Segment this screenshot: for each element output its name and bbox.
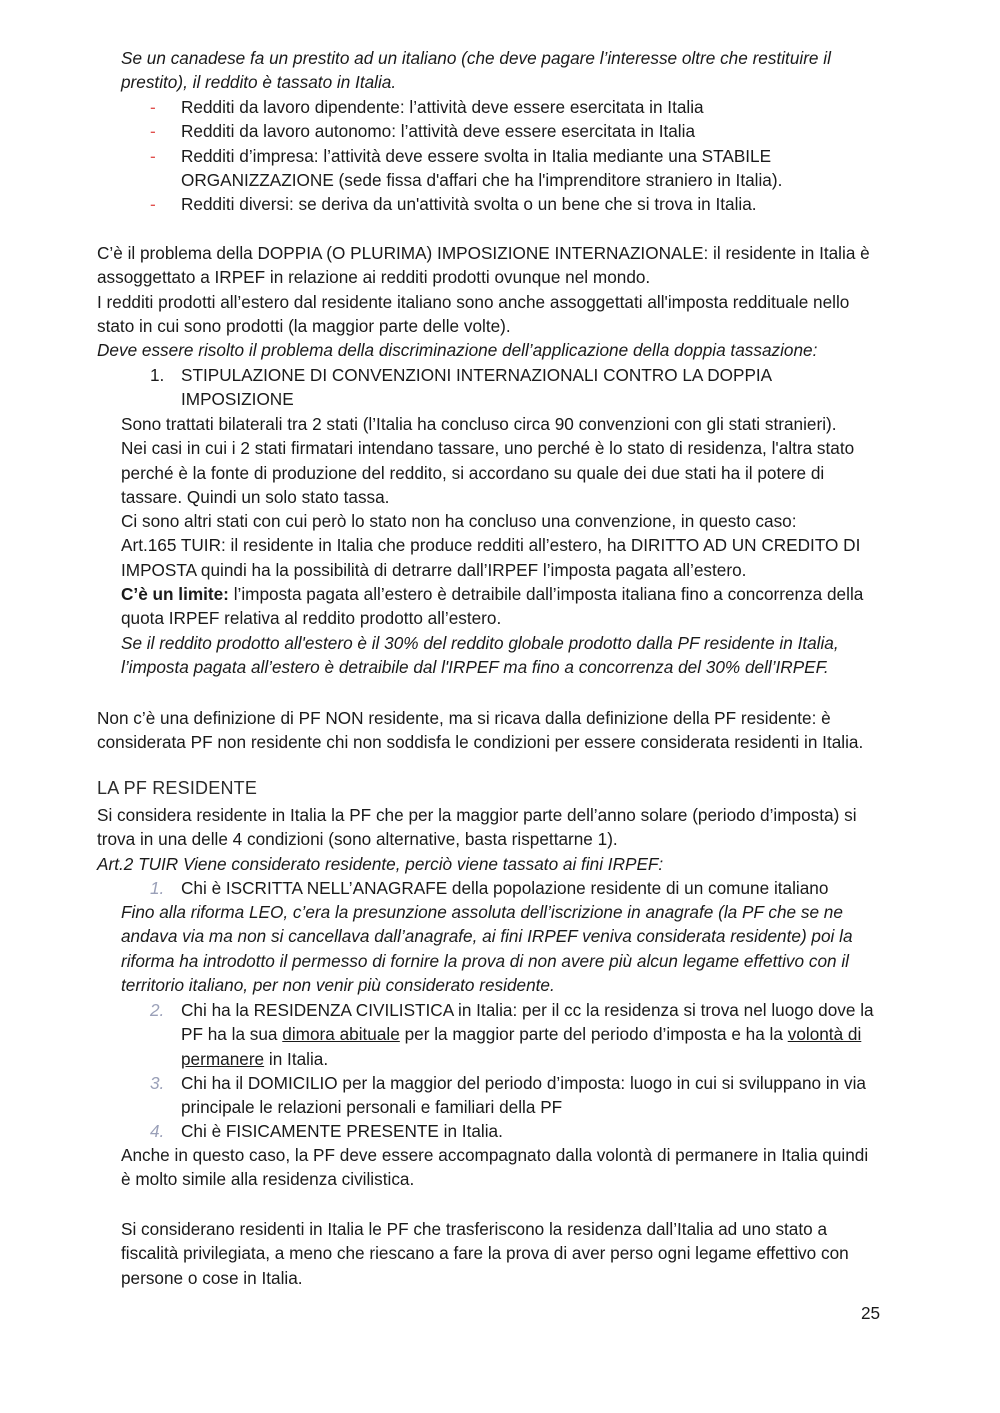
convention-body: Sono trattati bilaterali tra 2 stati (l’Italia ha concluso circa 90 convenzioni con gli stati stranieri). Nei casi in cui i 2 stati firmatari intendano tassare, uno perché è lo stato di residenza, l'altra stato perché è la fonte di produzione del reddito, si accordano su quale dei due stati ha il potere di tassare. Quindi un solo stato tassa. Ci sono altri stati con cui però lo stato non ha concluso una convenzione, in questo caso: Art.165 TUIR: il residente in Italia che produce redditi all’estero, ha DIRITTO AD UN CREDITO DI IMPOSTA quindi ha la possibilità di detrarre dall’IRPEF l’imposta pagata all’estero. C’è un limite: l’imposta pagata all’estero è detraibile dall’imposta italiana fino a concorrenza della quota IRPEF relativa al reddito prodotto all’estero. Se il reddito prodotto all'estero è il 30% del reddito globale prodotto dalla PF residente in Italia, l’imposta pagata all’estero è detraibile dal l'IRPEF ma fino a concorrenza del 30% dell’IRPEF. (121, 414, 864, 677)
dash-marker: - (150, 97, 156, 117)
number-marker: 1. (150, 365, 165, 385)
civil-residence-note: Anche in questo caso, la PF deve essere accompagnato dalla volontà di permanere in Italia quindi è molto simile alla residenza civilistica. (121, 1145, 869, 1190)
dash-marker: - (150, 121, 156, 142)
intro-example (121, 46, 831, 95)
text-line: Se un canadese fa un prestito ad un italiano (che deve pagare l’interesse oltre che restituire il (121, 48, 831, 68)
resident-intro: Si considera residente in Italia la PF che per la maggior parte dell’anno solare (periodo d’imposta) si trova in una delle 4 condizioni (sono alternative, basta rispettarne 1). Art.2 TUIR Viene considerato residente, perciò viene tassato ai fini IRPEF: (97, 805, 857, 874)
number-marker: 2. (150, 1000, 165, 1020)
limit-line: C’è un limite: l’imposta pagata all’estero è detraibile dall’imposta italiana fino a concorrenza della (121, 584, 864, 605)
number-marker: 4. (150, 1121, 165, 1142)
number-marker: 1. (150, 878, 165, 898)
dash-marker: - (150, 194, 156, 215)
text-line: prestito), il reddito è tassato in Italia. (121, 72, 397, 93)
number-marker: 3. (150, 1072, 165, 1093)
privileged-tax-paragraph: Si considerano residenti in Italia le PF che trasferiscono la residenza dall’Italia ad uno stato a fiscalità privilegiata, a meno che riescano a fare la prova di aver perso ogni legame effettivo con persone o cose in Italia. (121, 1219, 849, 1288)
section-heading: LA PF RESIDENTE (97, 778, 258, 798)
page-number: 25 (861, 1303, 881, 1323)
leo-reform-note: Fino alla riforma LEO, c’era la presunzione assoluta dell’iscrizione in anagrafe (la PF che se ne andava via ma non si cancellava dall’anagrafe, ai fini IRPEF veniva considerata residente) poi la riforma ha introdotto il permesso di fornire la prova di non avere più alcun legame effettivo con il territorio italiano, per non venir più considerato residente. (121, 902, 853, 995)
double-tax-paragraph: C’è il problema della DOPPIA (O PLURIMA) IMPOSIZIONE INTERNAZIONALE: il residente in Italia è assoggettato a IRPEF in relazione ai redditi prodotti ovunque nel mondo. I redditi prodotti all’estero dal residente italiano sono anche assoggettati all'imposta reddituale nello stato in cui sono prodotti (la maggior parte delle volte). Deve essere risolto il problema della discriminazione dell’applicazione della doppia tassazione: (97, 243, 870, 361)
non-resident-paragraph: Non c’è una definizione di PF NON residente, ma si ricava dalla definizione della PF residente: è considerata PF non residente chi non soddisfa le condizioni per essere considerata residenti in Italia. (97, 708, 864, 753)
dash-marker: - (150, 145, 156, 166)
document-page: Se un canadese fa un prestito ad un italiano (che deve pagare l’interesse oltre che restituire il prestito), il reddito è tassato in Italia. - Redditi da lavoro dipendente: l’attività deve essere esercitata in Italia - Redditi da lavoro autonomo: l’attività deve essere esercitata in Italia - Redditi d’impresa: l’attività deve essere svolta in Italia mediante una STABILE ORGANIZZAZIONE (sede fissa d'affari che ha l'imprenditore straniero in Italia). - Redditi diversi: se deriva da un'attività svolta o un bene che si trova in Italia. C’è il problema della DOPPIA (O PLURIMA) IMPOSIZIONE INTERNAZIONALE: il residente in Italia è assoggettato a IRPEF in relazione ai redditi prodotti ovunque nel mondo. I redditi prodotti all’estero dal residente italiano sono anche assoggettati all'imposta reddituale nello stato in cui sono prodotti (la maggior parte delle volte). Deve essere risolto il problema della discriminazione dell’applicazione della doppia tassazione: 1. STIPULAZIONE DI CONVENZIONI INTERNAZIONALI CONTRO LA DOPPIA IMPOSIZIONE Sono trattati bilaterali tra 2 stati (l’Italia ha concluso circa 90 convenzioni con gli stati stranieri). Nei casi in cui i 2 stati firmatari intendano tassare, uno perché è lo stato di residenza, l'altra stato perché è la fonte di produzione del reddito, si accordano su quale dei due stati ha il potere di tassare. Quindi un solo stato tassa. Ci sono altri stati con cui però lo stato non ha concluso una convenzione, in questo caso: Art.165 TUIR: il residente in Italia che produce redditi all’estero, ha DIRITTO AD UN CREDITO DI IMPOSTA quindi ha la possibilità di detrarre dall’IRPEF l’imposta pagata all’estero. C’è un limite: l’imposta pagata all’estero è detraibile dall’imposta italiana fino a concorrenza della quota IRPEF relativa al reddito prodotto all’estero. Se il reddito prodotto all'estero è il 30% del reddito globale prodotto dalla PF residente in Italia, l’imposta pagata all’estero è detraibile dal l'IRPEF ma fino a concorrenza del 30% dell’IRPEF. Non c’è una definizione di PF NON residente, ma si ricava dalla definizione della PF residente: è considerata PF non residente chi non soddisfa le condizioni per essere considerata residenti in Italia. LA PF RESIDENTE Si considera residente in Italia la PF che per la maggior parte dell’anno solare (periodo d’imposta) si trova in una delle 4 condizioni (sono alternative, basta rispettarne 1). Art.2 TUIR Viene considerato residente, perciò viene tassato ai fini IRPEF: 1. Chi è ISCRITTA NELL’ANAGRAFE della popolazione residente di un comune italiano Fino alla riforma LEO, c’era la presunzione assoluta dell’iscrizione in anagrafe (la PF che se ne andava via ma non si cancellava dall’anagrafe, ai fini IRPEF veniva considerata residente) poi la riforma ha introdotto il permesso di fornire la prova di non avere più alcun legame effettivo con il territorio italiano, per non venir più considerato residente. 2. Chi ha la RESIDENZA CIVILISTICA in Italia: per il cc la residenza si trova nel luogo dove la PF ha la sua dimora abituale per la maggior parte del periodo d’imposta e ha la volontà di permanere in Italia. 3. Chi ha il DOMICILIO per la maggior del periodo d’imposta: luogo in cui si sviluppano in via principale le relazioni personali e familiari della PF 4. Chi è FISICAMENTE PRESENTE in Italia. Anche in questo caso, la PF deve essere accompagnato dalla volontà di permanere in Italia quindi è molto simile alla residenza civilistica. Si considerano residenti in Italia le PF che trasferiscono la residenza dall’Italia ad uno stato a fiscalità privilegiata, a meno che riescano a fare la prova di aver perso ogni legame effettivo con persone o cose in Italia. 25 (97, 48, 881, 1323)
